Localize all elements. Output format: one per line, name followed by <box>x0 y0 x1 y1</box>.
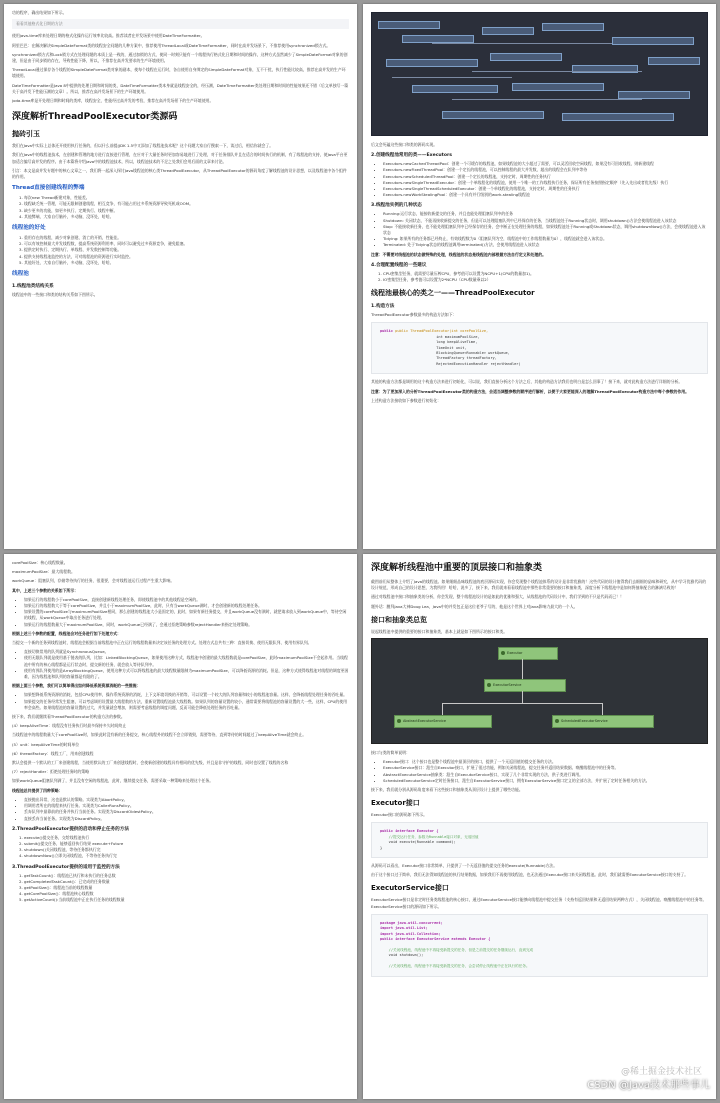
list-item: 5. getActiveCount():当前线程池中正在执行任务的线程数量 <box>24 897 349 903</box>
monitor-method-list <box>12 873 349 904</box>
param-line: (4）keepAliveTime：线程没有任务执行时最多保持多久时间终止 <box>12 723 127 729</box>
advice-list <box>371 271 708 283</box>
list-item: • 直接抛出异常，这也是默认的策略。实现类为AbortPolicy。 <box>24 797 349 803</box>
diagram-node <box>618 91 690 99</box>
param-line: (5）unit：keepAliveTime的时间单位 <box>12 741 80 747</box>
list-item: 1. 每次new Thread新建对象，性能差。 <box>24 195 349 201</box>
tree-edge <box>522 659 523 679</box>
tree-node <box>394 715 492 728</box>
param-line: (6）threadFactory：线程工厂，用来创建线程 <box>12 750 94 756</box>
code-line: public interface ExecutorService extends Executor { <box>380 937 491 942</box>
list-item: • AbstractExecutorService抽象类：派生自ExecutorService接口，实现了几个非常实现的方法，供子类进行调用。 <box>383 772 708 778</box>
code-block <box>371 914 708 977</box>
list-item: • Terminated: 处于Tidying状态的线程池调用terminated()方法，会使用线程池进入该状态 <box>383 242 708 248</box>
diagram-node <box>482 27 534 35</box>
list-item: • Executors.newFixedThreadPool：创建一个定长的线程池，可以控制线程的最大并发数，超出的线程会在队列中等待 <box>383 167 708 173</box>
code-block <box>371 822 708 858</box>
list-item: 3. 提供定时执行、定期执行、单线程、并发数控制等功能。 <box>24 247 349 253</box>
tree-edge <box>522 691 523 703</box>
list-item: 2. 可以有效控制最大并发线程数，提高系统资源利用率，同时可以避免过多资源竞争，避免阻塞。 <box>24 241 349 247</box>
class-hierarchy-diagram <box>371 12 708 136</box>
cons-list <box>12 195 349 220</box>
paragraph: ThreadLocal通过保存各个线程的SimpleDateFormat类对象的副本，使每个线程在运行时，各自使用自身绑定的SimpleDateFormat对象，互不干扰，执行性能比较高，推荐在高并发的生产环境使用。 <box>12 67 346 79</box>
paragraph: 后文会死磕这些接口和类的源码实现。 <box>371 142 438 147</box>
paragraph: ThreadPoolExecutor参数最多的构造方法如下： <box>371 312 457 318</box>
subheading: 4.合理配置线程的一些建议 <box>371 262 427 268</box>
method-list <box>12 835 349 860</box>
list-item: • Stop: 不能接收新任务，也不能处理阻塞队列中已经保存的任务，会中断正在处理任务的线程，如果线程池处于Running或Shutdown状态，调用shutdownNow()方法，会使线程池进入该状态 <box>383 224 708 236</box>
states-list <box>371 211 708 248</box>
list-item: • 用调用者所在的线程来执行任务。实现类为CallerRunsPolicy。 <box>24 803 349 809</box>
list-item: 1. execute()提交任务，交给线程池执行 <box>24 835 349 841</box>
list-item: • Executors.newCachedThreadPool：创建一个可缓存的线程池，如果线程池的大小超过了需要，可以灵活回收空闲线程，如果没有可回收线程，则新建线程 <box>383 161 708 167</box>
list-item: 1. getTaskCount()：线程池已执行和未执行的任务总数 <box>24 873 349 879</box>
code-line: import java.util.List; <box>380 926 428 931</box>
paragraph: 通过对线程池中接口和抽象类的分析，你会发现，整个线程池设计的是如此的优雅和强大，从线程池的代码设计中，我们学到的不只是代码而已！！ <box>371 594 624 600</box>
executors-list <box>371 161 708 198</box>
list-item: • 丢弃队列中最靠前的任务并执行当前任务。实现类为DiscardOldestPolicy。 <box>24 809 349 815</box>
subheading: 3.ThreadPoolExecutor提供的适用于监控的方法 <box>12 864 120 870</box>
subheading: 2.ThreadPoolExecutor提供的启动和停止任务的方法 <box>12 826 129 832</box>
code-line: } <box>380 845 383 850</box>
diagram-node <box>562 113 674 121</box>
interface-icon <box>555 719 559 723</box>
tree-node-label: ExecutorService <box>493 683 522 688</box>
bold-line: 根据上述三个参数的配置，线程池会对任务进行如下处理方式： <box>12 630 121 636</box>
list-item: • 如果设置的corePoolSize与maximumPoolSize相同，那么创建的线程池大小是固定的，此时，如果有新任务提交，并且workQueue没有满时，就把请求放入到workQueue中，等待空闲的线程，从workQueue中取出任务进行处理。 <box>24 609 349 621</box>
tree-node <box>498 647 558 660</box>
list-item: 3. 缺少更多的功能，如更多执行、定期执行、线程中断。 <box>24 208 349 214</box>
diagram-node <box>442 111 544 119</box>
paragraph: 我们在Java中的线程池技术，在创建和管理的地方进行直接进行管理，在应对于大量任务时更加容易地进行了处理，对于任务排队并且在适合的时间执行的机制，有了线程池的支持，使Java平台更加适合编写高并发的程序。由于本篇将介绍Java中的线程池技术，所以，线程池技术的不足之处我们会用后面的文章来讨论。 <box>12 152 348 164</box>
section-title: 深度解析ThreadPoolExecutor类源码 <box>12 112 178 123</box>
tree-node-label: AbstractExecutorService <box>403 719 447 724</box>
note-box: 看看其他格式化日期的方法 <box>12 19 349 29</box>
section-heading: Executor接口 <box>371 799 420 808</box>
code-line: TimeUnit unit, <box>380 345 467 350</box>
section-heading: 线程池 <box>12 271 29 278</box>
code-line: import java.util.Collection; <box>380 931 441 936</box>
document-page-4 <box>363 554 716 1099</box>
diagram-edge <box>472 71 642 72</box>
paragraph: 引言：本文是高并发专题中的核心文章之一，我们将一起深入探讨Java线程池的核心类ThreadPoolExecutor，从ThreadPoolExecutor的源码角度了解线程池的设计思想，以及线程池中各个组件的作用。 <box>12 167 347 180</box>
list-item: • Executors.newSingleThreadExecutor：创建一个单线程化的线程池，使用一个唯一的工作线程执行任务，保证所有任务按照指定顺序（先入先出或者优先级）执行 <box>383 180 708 186</box>
paragraph: 我们在Java中实际上总体还开使用执行任务的，但以什么前提(JDK 1.5中又添加了线程池技术呢？这个问题大家自行搜索一下，读过后，相信你就会了。 <box>12 143 274 149</box>
code-line: //关闭线程池，线程池中不再接受新提交的任务，会尝试停止线程池中正在执行的任务。 <box>380 964 530 969</box>
code-line: void shutdown(); <box>380 953 424 958</box>
tree-node-label: ScheduledExecutorService <box>561 719 608 724</box>
code-line: public ThreadPoolExecutor(int corePoolSize, <box>395 329 489 334</box>
paragraph: 题外话：膜拜Java大神Doug Lea，Java中的并发包正是这位老爷子写的，他是这个世界上对Java影响力最大的一个人。 <box>371 603 578 609</box>
list-item: 5. 其他好处，大家自行脑补，多动脑，没坏处，哈哈。 <box>24 260 349 266</box>
list-item: 2. 线程缺乏统一管理，可能无限制创建线程，相互竞争，有可能占用过多系统资源导致死机或OOM。 <box>24 201 349 207</box>
tree-node-label: Executor <box>507 651 523 656</box>
list-item: 2. submit()提交任务，能够返回执行结果 execute+Future <box>24 841 349 847</box>
paragraph: ExecutorService接口是非定时任务类线程池的核心接口，通过ExecutorService接口能够向线程池中提交任务（支持有返回结果和无返回结果两种方式），关闭线程池、唤醒线程池中的任务等。ExecutorService接口的源码如下所示。 <box>371 897 707 909</box>
paragraph: 功的程序，确出结果如下所示。 <box>12 10 67 15</box>
paragraph: joda-time库是开处理日期和时间的类库，线程安全，性能经过高并发的考验，推荐在高并发场景下的生产环境使用。 <box>12 98 214 104</box>
list-item: • 如果想降低系统资源的消耗，包括CPU使用率，操作系统资源的消耗，上下文环境切换的开销等，可以设置一个较大的队列容量和较小的线程池容量。这样，会降低线程处理任务的吞吐量。 <box>24 692 349 698</box>
list-item: • 如果运行的线程数大于等于corePoolSize，并且小于maximumPoolSize，此时，只有当workQueue满时，才会创建新的线程处理任务。 <box>24 603 349 609</box>
document-page-1 <box>4 4 357 549</box>
bold-note: 注意：为了更加深入的分析ThreadPoolExecutor类的构造方法，会适当调整参数的顺序进行解析，以便于大家更能深入的理解ThreadPoolExecutor构造方法中每个参数的作用。 <box>371 388 690 394</box>
tree-node <box>484 679 566 692</box>
list-item: 1. CPU密集型任务，就需要尽量压榨CPU，参考值可以设置为NCPU+1(CPU的数量加1)。 <box>383 271 708 277</box>
list-item: • Executor接口：这个接口也是整个线程池中最顶层的接口，提供了一个无返回值的提交任务的方法。 <box>383 759 708 765</box>
paragraph: 阿里巴巴：在解决解决SimpleDateFormat类的线程安全问题的几种方案中，推荐使用ThreadLocal或DateTimeFormatter，同时在高并发场景下，不推荐使用synchronized锁方式。 <box>12 42 331 48</box>
list-item: • ScheduledExecutorService定时任务接口，派生自ExecutorService接口，拥有ExecutorService接口定义的全部方法，并扩展了定时任务相关的方法。 <box>383 778 708 784</box>
list-item: • Executors.newSingleThreadScheduledExecutor：创建一个单线程化的线程池，支持定时、周期性的任务执行 <box>383 186 708 192</box>
paragraph: 接口与类的简单说明： <box>371 750 410 756</box>
tree-edge <box>602 703 603 715</box>
code-line: package java.util.concurrent; <box>380 920 443 925</box>
subheading: 3.线程池实例的几种状态 <box>371 203 422 209</box>
list-item: • ExecutorService接口：派生自Executor接口，扩展了很过功能，例如关闭线程池，提交任务并返回结果数据、唤醒线程池中的任务等。 <box>383 765 708 771</box>
code-line: ThreadFactory threadFactory, <box>380 356 497 361</box>
tree-edge <box>442 703 602 704</box>
paragraph: DateTimeFormatter是Java 8中提供的处理日期和时间的类，DateTimeFormatter类本身就是线程安全的，经压测，DateTimeFormatter类处理日期和时间的性能效果还不错（后文单独写一篇关于高并发下性能压测的文章）。所以，推荐在高并发场景下的生产环境使用。 <box>12 82 349 94</box>
code-block: public public ThreadPoolExecutor(int corePoolSize, int maximumPoolSize, long keepAliveTime, TimeUnit unit, BlockingQueue<Runnable> workQueue, ThreadFactory threadFactory, RejectedExecutionHandler rejectHandler) <box>371 322 708 374</box>
list-item: • 使用有界队列使用的是ArrayBlockingQueue，使用这种方式可以将线程池的最大线程数量限制为maximumPoolSize，可以降低资源的消耗。但是，这种方式使得线程池对线程的调度更困难，因为线程池和队列的容量都是有限的了。 <box>24 668 349 680</box>
list-item: 1. 重用存在的线程，减少对象创建、消亡的开销，性能佳。 <box>24 235 349 241</box>
diagram-node <box>512 83 604 91</box>
param-line: workQueue：阻塞队列，存储等待执行的任务，很重要，会对线程池运行过程产生重大影响。 <box>12 578 175 584</box>
section-title: 深度解析线程池中重要的顶层接口和抽象类 <box>371 563 543 573</box>
section-heading: 抛砖引玉 <box>12 130 40 139</box>
param-line: corePoolSize：核心线程数量。 <box>12 560 68 565</box>
diagram-node <box>612 37 694 45</box>
list-item: • 如果运行的线程数小于corePoolSize，直接创建新线程处理任务，即使线程池中的其他线程是空闲的。 <box>24 597 349 603</box>
subheading: 1.线程池类结构关系 <box>12 284 54 290</box>
list-item: • 使用无限队列就是使用基于链表的队列，比如：LinkedBlockingQueue，如果使用这种方式，线程池中创建的最大线程数就是corePoolSize，此时maximumPoolSize不会起作用。当线程池中所有的核心线程都是运行状态时，提交新的任务，就会放入等待队列中。 <box>24 655 349 667</box>
code-line: BlockingQueue<Runnable> workQueue, <box>380 351 510 356</box>
section-heading: Thread直接创建线程的弊端 <box>12 185 85 192</box>
list-item: 4. shutdownNow()立即关闭线程池，不等待任务执行完 <box>24 853 349 859</box>
paragraph: 线程池中的一些接口和类的结构关系如下图所示。 <box>12 292 98 298</box>
class-icon <box>397 719 401 723</box>
queue-list <box>12 649 349 680</box>
code-line: RejectedExecutionHandler rejectHandler) <box>380 361 521 366</box>
paragraph: 由于这个接口过于简单，我们无法得知线程池的执行结果数据，如果我们不再使用线程池，也无法通过Executor接口来关闭线程池。此时，我们就需要ExecutorService接口的支持了。 <box>371 872 689 878</box>
watermark: @稀土掘金技术社区 <box>620 1066 702 1077</box>
diagram-node <box>386 59 478 67</box>
diagram-node <box>648 57 700 65</box>
paragraph: 当线程池中的线程数量大于corePoolSize时，如果此时没有新的任务提交，核心线程外的线程不会立即销毁，需要等待，直到等待的时间超过了keepAliveTime就会终止。 <box>12 732 307 738</box>
code-line: public interface Executor { <box>380 829 439 834</box>
document-page-2 <box>363 4 716 549</box>
paragraph: 接下来，我们就继续看ThreadPoolExecutor的构造方法的参数。 <box>12 714 125 720</box>
tree-edge <box>442 703 443 715</box>
reject-policy-list <box>12 797 349 822</box>
list-item: 3. getPoolSize()：线程池当前的线程数量 <box>24 885 349 891</box>
list-item: 4. 其他弊端，大家自行脑补，多动脑，没坏处，哈哈。 <box>24 214 349 220</box>
list-item: • Executors.newScheduledThreadPool：创建一个定长的线程池，支持定时、周期性的任务执行 <box>383 174 708 180</box>
param-line: (7）rejectHandler：拒绝处理任务时的策略 <box>12 769 90 775</box>
diagram-node <box>412 85 498 93</box>
code-line: int maximumPoolSize, <box>380 334 480 339</box>
code-line: void execute(Runnable command); <box>380 840 456 845</box>
diagram-edge <box>392 77 512 78</box>
pros-list <box>12 235 349 266</box>
diagram-node <box>378 21 440 29</box>
tuning-list <box>12 692 349 711</box>
bold-line: 线程池总共提供了四种策略： <box>12 787 63 793</box>
section-heading: ExecutorService接口 <box>371 884 449 893</box>
list-item: • Running:运行状态，能接收新提交的任务，并且也能处理阻塞队列中的任务 <box>383 211 708 217</box>
list-item: • 直接切换常用的队列就是SynchronousQueue。 <box>24 649 349 655</box>
section-heading: 线程池的好处 <box>12 225 46 232</box>
paragraph: 截图前们从整体上介绍了Java的线程池。如果细细品味线程池的底层源码实现，你会发现整个线程池体系的设计是非常优雅的！这些代码的设计值得我们去细细的品味和研究，从中学习优雅代码的设计规范，形成自己的设计思想，为我所用！哈哈，说多了，接下来，我们就来看看线程池中那些非常重要的接口和抽象类，深度分析下线程池中是如何将抽象配合的淋漓尽致的！ <box>371 579 707 591</box>
list-item: • Tidying: 如果所有的任务都已经终止，有效线程数为0（阻塞队列为空，线程池中的工作线程数量为0），线程池就会进入该状态。 <box>383 236 708 242</box>
list-item: • 如果提交的任务经常发生阻塞，可以考虑调用设置最大线程数的方法，重新设置线程池最大线程数。如果队列的容量设置的较小，通常需要将线程池的容量设置的大一些，这样，CPU的使用率会高些。如果线程池的容量设置的过大，并发量就会增加，则需要考虑线程的调度问题，反而可能会降低处理任务的吞吐量。 <box>24 699 349 711</box>
paragraph: 接下来，我们就分别从源码角度来看下这些接口和抽象类从顶层设计上提供了哪些功能。 <box>371 787 523 793</box>
code-line: //提交运行任务，参数为Runnable接口对象，无返回值 <box>380 834 479 839</box>
list-item: • Shutdown: 关闭状态，不能再接收新提交的任务，但是可以处理阻塞队列中已经保存的任务，当线程池处于Running状态时，调用shutdown()方法会使线程池进入该状态 <box>383 218 708 224</box>
section-heading: 接口和抽象类总览 <box>371 615 427 624</box>
paragraph: synchronized锁方式和Lock锁方式在处理问题的本质上是一致的，通过加锁的方式，使同一时刻只能有一个线程执行格式化日期和时间的操作，这种方式虽然减少了SimpleDateFormat对象的创建，但是由于同步锁的存在，导致性能下降，所以，不推荐在高并发要求的生产环境使用。 <box>12 51 348 64</box>
diagram-edge <box>432 43 612 44</box>
code-line: //关闭线程池，线程池中不再接受新提交的任务，但是之前提交的任务继续运行，直到完成 <box>380 947 534 952</box>
tree-node <box>552 715 654 728</box>
diagram-node <box>490 53 562 61</box>
paragraph: 当提交一个新的任务到线程池时，线程池会根据当前线程池中正在运行的线程数量来决定该任务的处理方式。处理方式总共有三种：直接切换、使用无限队列、使用有界队列。 <box>12 640 312 646</box>
diagram-edge <box>452 99 642 100</box>
relation-list <box>12 597 349 628</box>
paragraph: 使用java-time库来处理日期的格式化操作运行效率比较高。推荐读者在并发场景中使用DateTimeFormatter。 <box>12 33 205 39</box>
list-item: 2. IO密集型任务，参考值可以设置为2*NCPU（CPU数量乘以2） <box>383 277 708 283</box>
list-item: 4. getCorePoolSize()：线程池核心线程数 <box>24 891 349 897</box>
paragraph: 上述构造方法接收如下参数进行初始化： <box>371 397 442 403</box>
subheading: 2.创建线程池常用的类——Executors <box>371 153 453 159</box>
bold-line: 其中，上述三个参数的关系如下所示： <box>12 587 79 593</box>
bold-line: 根据上面三个参数，我们可以简单得出如何降低系统资源消耗的一些措施： <box>12 683 141 689</box>
paragraph: Executor接口的源码如下所示。 <box>371 812 428 818</box>
interface-tree-diagram <box>371 638 708 744</box>
diagram-node <box>402 35 474 43</box>
subheading: 1.构造方法 <box>371 304 395 310</box>
list-item: • 如果运行的线程数量大于maximumPoolSize，同时，workQueue已经满了，会通过拒绝策略参数rejectHandler来指定处理策略。 <box>24 622 349 628</box>
watermark: CSDN @Java技术那些事儿 <box>587 1080 710 1091</box>
paragraph: 如果workQueue阻塞队列满了，并且没有空闲的线程池，此时，继续提交任务，需要采取一种策略来处理这个任务。 <box>12 778 214 784</box>
interface-icon <box>501 651 505 655</box>
diagram-node <box>542 23 604 31</box>
code-line: long keepAliveTime, <box>380 340 478 345</box>
bold-note: 注意：不需要对线程池的状态做特殊的处理，线程池的状态是线程池内部根据方法自行定义和处理的。 <box>371 251 547 257</box>
list-item: • 直接丢弃当前任务。实现类为DiscardPolicy。 <box>24 816 349 822</box>
interface-list <box>371 759 708 784</box>
paragraph: 说起线程池中提供的重要的接口和抽象类，基本上就是如下图所示的接口和类。 <box>371 628 508 634</box>
list-item: 4. 提供支持线程池监控的方法，可对线程池的资源进行实时监控。 <box>24 254 349 260</box>
interface-icon <box>487 683 491 687</box>
document-page-3 <box>4 554 357 1099</box>
list-item: 3. shutdown()关闭线程池，等待任务都执行完 <box>24 847 349 853</box>
param-line: maximumPoolSize：最大线程数。 <box>12 569 75 575</box>
paragraph: 从源码可以看出，Executor接口非常简单，只提供了一个无返回值的提交任务的execute(Runnable)方法。 <box>371 863 558 869</box>
section-heading: 线程池最核心的类之一——ThreadPoolExecutor <box>371 289 535 298</box>
paragraph: 其他的构造方法都是调用的这个构造方法来进行初始化，可以说，我们直接分析这个方法之后，其他的构造方法我们也明白是怎么回事了！接下来，就对此构造方法进行详细的分析。 <box>371 379 683 385</box>
paragraph: 默认会提供一个默认的工厂来创建线程，当使用默认的工厂来创建线程时，会使新创建的线程具有相同的优先级，并且是非守护的线程，同时也设置了线程的名称 <box>12 760 289 766</box>
list-item: • Executors.newWorkStealingPool：创建一个具有并行级别的work-stealing线程池 <box>383 192 708 198</box>
list-item: 2. getCompletedTaskCount()：已完成的任务数量 <box>24 879 349 885</box>
